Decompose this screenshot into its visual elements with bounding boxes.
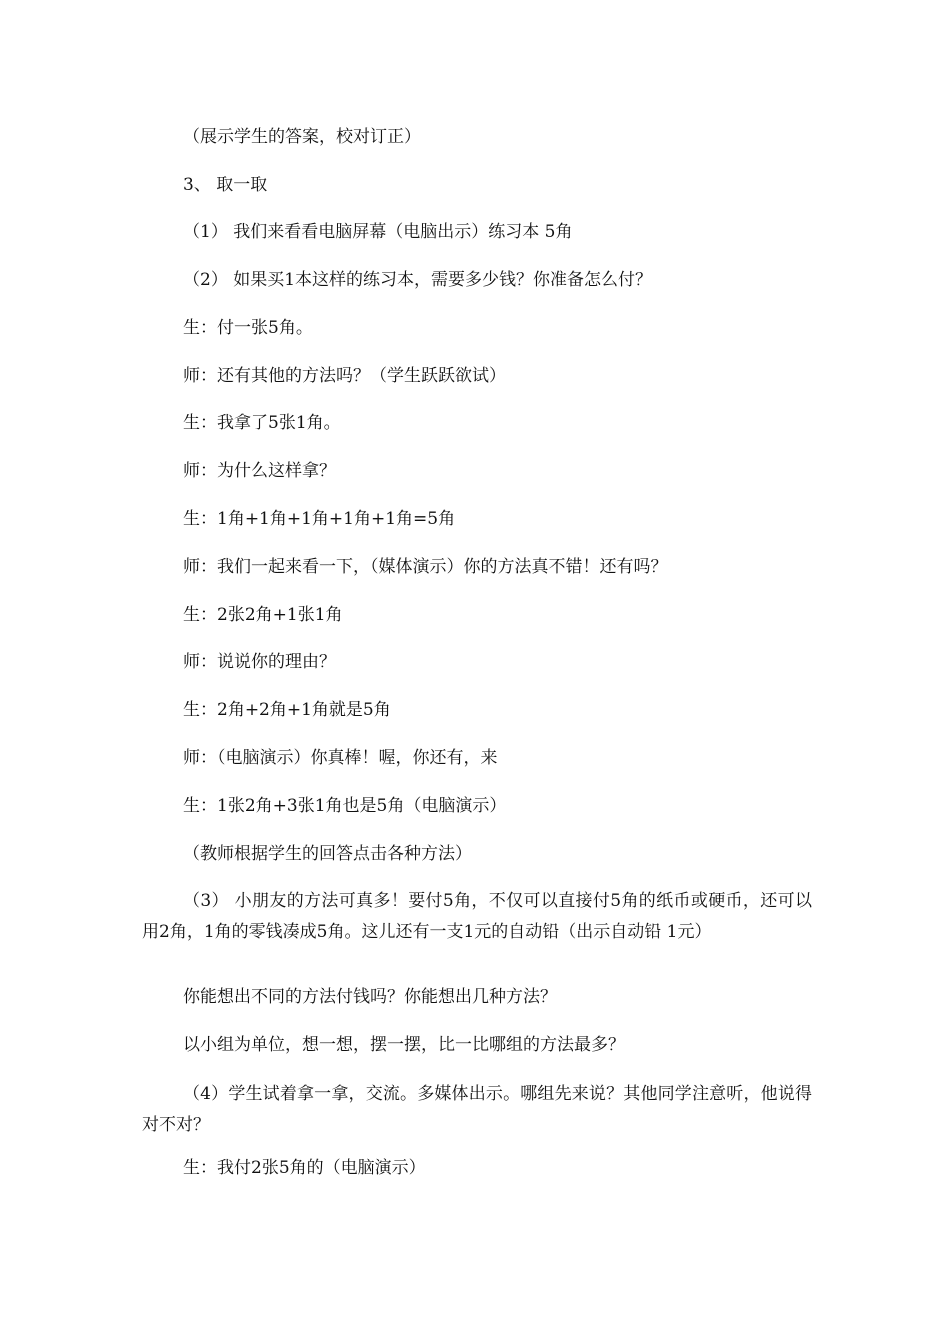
text-line-4: （2） 如果买1本这样的练习本，需要多少钱？你准备怎么付？ [183,270,653,290]
text-line-last: 生：我付2张5角的（电脑演示） [183,1158,426,1178]
text-line-16: （教师根据学生的回答点击各种方法） [183,844,472,864]
text-line-3: （1） 我们来看看电脑屏幕（电脑出示）练习本 5角 [183,222,573,242]
text-line-8: 师：为什么这样拿？ [183,461,336,481]
text-line-7: 生：我拿了5张1角。 [183,413,341,433]
text-line-9: 生：1角+1角+1角+1角+1角=5角 [183,509,456,529]
text-line-12: 师：说说你的理由？ [183,652,336,672]
text-line-15: 生：1张2角+3张1角也是5角（电脑演示） [183,796,507,816]
text-line-1: （展示学生的答案，校对订正） [183,127,421,147]
text-line-6: 师：还有其他的方法吗？（学生跃跃欲试） [183,366,506,386]
text-line-5: 生：付一张5角。 [183,318,313,338]
text-line-11: 生：2张2角+1张1角 [183,605,343,625]
paragraph-3-question: 你能想出不同的方法付钱吗？你能想出几种方法？ [183,987,557,1007]
text-line-13: 生：2角+2角+1角就是5角 [183,700,391,720]
text-line-14: 师：（电脑演示）你真棒！喔，你还有，来 [183,748,498,768]
text-line-10: 师：我们一起来看一下，（媒体演示）你的方法真不错！还有吗？ [183,557,668,577]
text-line-2: 3、 取一取 [183,175,268,195]
paragraph-3-instruction: 以小组为单位，想一想，摆一摆，比一比哪组的方法最多？ [183,1035,625,1055]
paragraph-3: （3） 小朋友的方法可真多！要付5角，不仅可以直接付5角的纸币或硬币，还可以用2角，1角的零钱凑成5角。这儿还有一支1元的自动铅（出示自动铅 1元） [142,891,812,942]
paragraph-4: （4）学生试着拿一拿，交流。多媒体出示。哪组先来说？其他同学注意听，他说得对不对？ [142,1084,812,1135]
